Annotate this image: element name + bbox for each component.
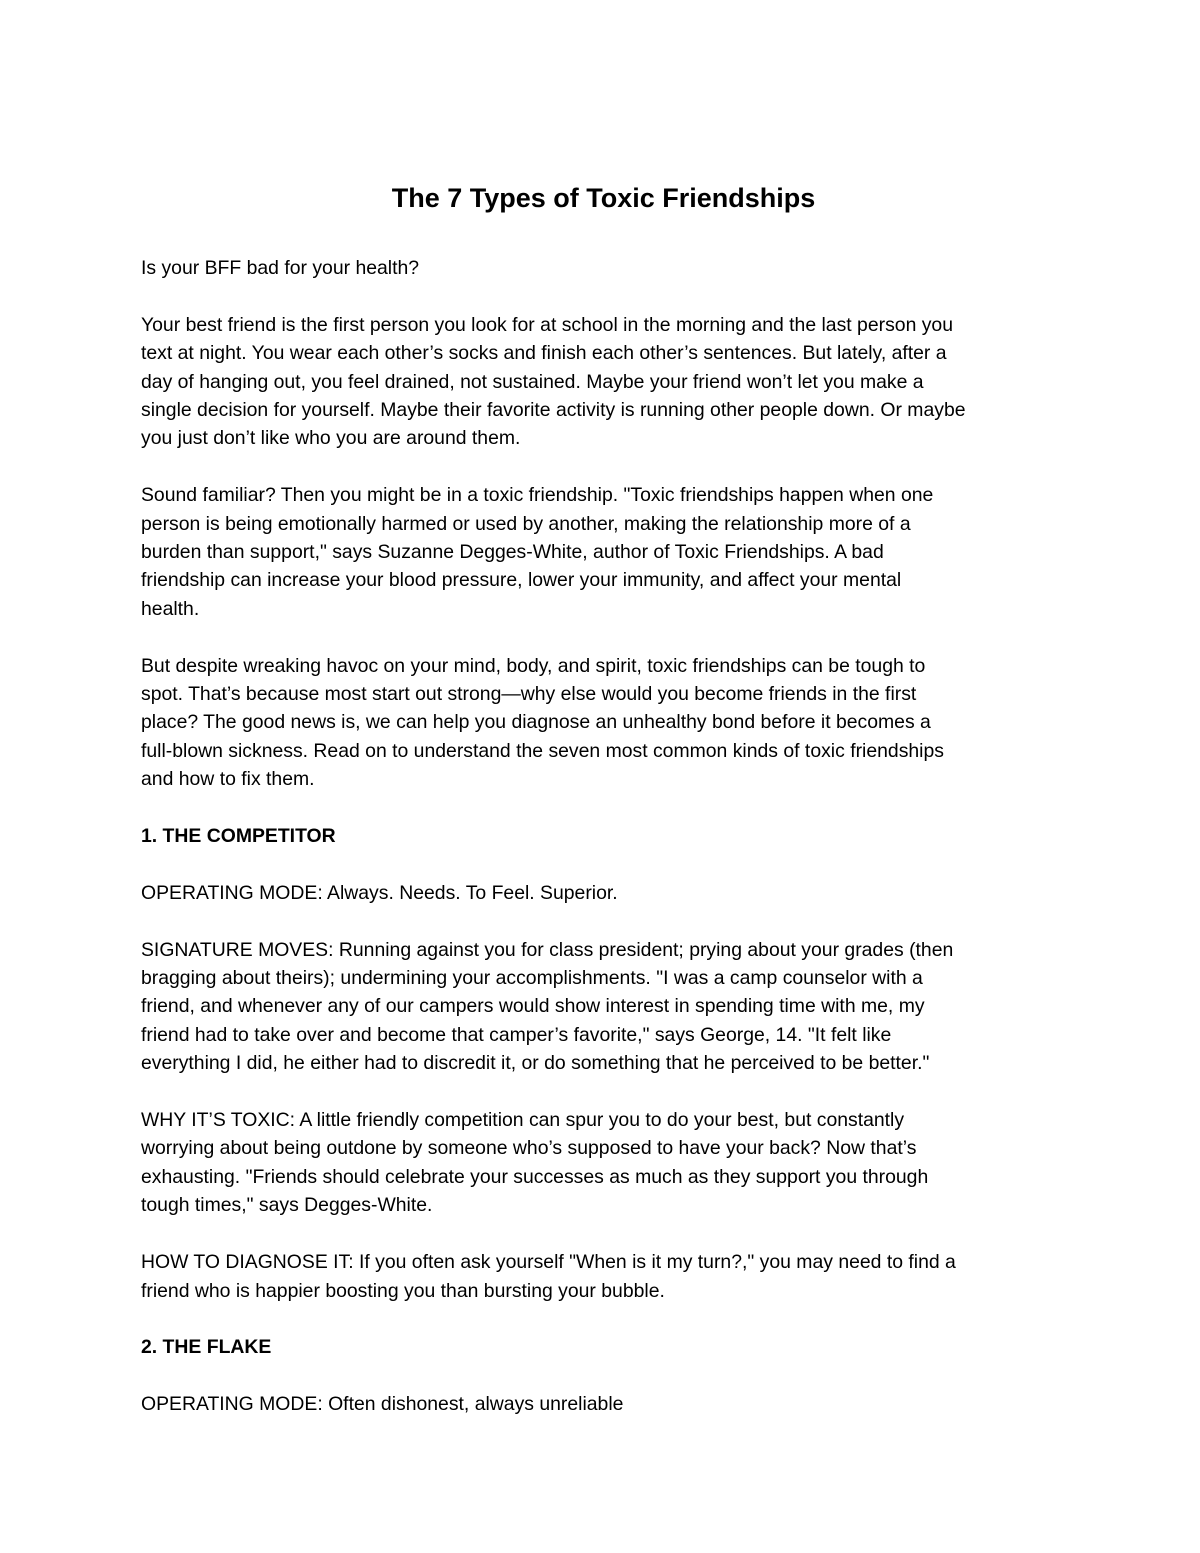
text-line: WHY IT’S TOXIC: A little friendly competition can spur you to do your best, but constantly bbox=[141, 1109, 905, 1132]
text-line: burden than support," says Suzanne Degges-White, author of Toxic Friendships. A bad bbox=[141, 541, 884, 564]
text-line: friend had to take over and become that camper’s favorite," says George, 14. "It felt like bbox=[141, 1023, 892, 1046]
section-heading: 1. THE COMPETITOR bbox=[141, 825, 336, 848]
document-page bbox=[141, 180, 1066, 1447]
text-line: place? The good news is, we can help you diagnose an unhealthy bond before it becomes a bbox=[141, 711, 931, 734]
text-line: worrying about being outdone by someone who’s supposed to have your back? Now that’s bbox=[141, 1137, 917, 1160]
text-line: and how to fix them. bbox=[141, 768, 315, 791]
document-title: The 7 Types of Toxic Friendships bbox=[391, 183, 816, 213]
paragraph bbox=[141, 652, 1066, 794]
text-line: HOW TO DIAGNOSE IT: If you often ask yourself "When is it my turn?," you may need to find a bbox=[141, 1251, 956, 1274]
paragraph bbox=[141, 1390, 1066, 1418]
text-line: Your best friend is the first person you look for at school in the morning and the last person you bbox=[141, 313, 954, 336]
paragraph bbox=[141, 1248, 1066, 1305]
text-line: you just don’t like who you are around them. bbox=[141, 427, 521, 450]
text-line: friendship can increase your blood pressure, lower your immunity, and affect your mental bbox=[141, 569, 902, 592]
paragraph bbox=[141, 879, 1066, 907]
paragraph bbox=[141, 1106, 1066, 1220]
text-line: text at night. You wear each other’s socks and finish each other’s sentences. But lately, after a bbox=[141, 342, 947, 365]
text-line: OPERATING MODE: Always. Needs. To Feel. Superior. bbox=[141, 881, 618, 904]
intro-section bbox=[141, 311, 1066, 794]
text-line: SIGNATURE MOVES: Running against you for class president; prying about your grades (then bbox=[141, 938, 954, 961]
text-line: bragging about theirs); undermining your accomplishments. "I was a camp counselor with a bbox=[141, 967, 923, 990]
text-line: day of hanging out, you feel drained, not sustained. Maybe your friend won’t let you make a bbox=[141, 370, 924, 393]
text-line: friend who is happier boosting you than bursting your bubble. bbox=[141, 1279, 665, 1302]
text-line: friend, and whenever any of our campers would show interest in spending time with me, my bbox=[141, 995, 925, 1018]
subtitle bbox=[141, 254, 1066, 282]
text-line: single decision for yourself. Maybe their favorite activity is running other people down. Or maybe bbox=[141, 399, 966, 422]
sections-container bbox=[141, 822, 1066, 1418]
paragraph bbox=[141, 481, 1066, 623]
text-line: everything I did, he either had to discredit it, or do something that he perceived to be better." bbox=[141, 1052, 930, 1075]
text-line: spot. That’s because most start out strong—why else would you become friends in the first bbox=[141, 683, 917, 706]
text-line: person is being emotionally harmed or used by another, making the relationship more of a bbox=[141, 512, 911, 535]
paragraph bbox=[141, 936, 1066, 1078]
text-line: But despite wreaking havoc on your mind, body, and spirit, toxic friendships can be tough to bbox=[141, 654, 926, 677]
text-line: tough times," says Degges-White. bbox=[141, 1194, 433, 1217]
text-line: OPERATING MODE: Often dishonest, always unreliable bbox=[141, 1393, 624, 1416]
text-line: Sound familiar? Then you might be in a toxic friendship. "Toxic friendships happen when one bbox=[141, 484, 934, 507]
paragraph bbox=[141, 311, 1066, 453]
text-line: exhausting. "Friends should celebrate your successes as much as they support you through bbox=[141, 1165, 929, 1188]
section-heading: 2. THE FLAKE bbox=[141, 1336, 272, 1359]
text-line: Is your BFF bad for your health? bbox=[141, 257, 420, 279]
text-line: full-blown sickness. Read on to understand the seven most common kinds of toxic friendships bbox=[141, 739, 944, 762]
text-line: health. bbox=[141, 597, 200, 620]
